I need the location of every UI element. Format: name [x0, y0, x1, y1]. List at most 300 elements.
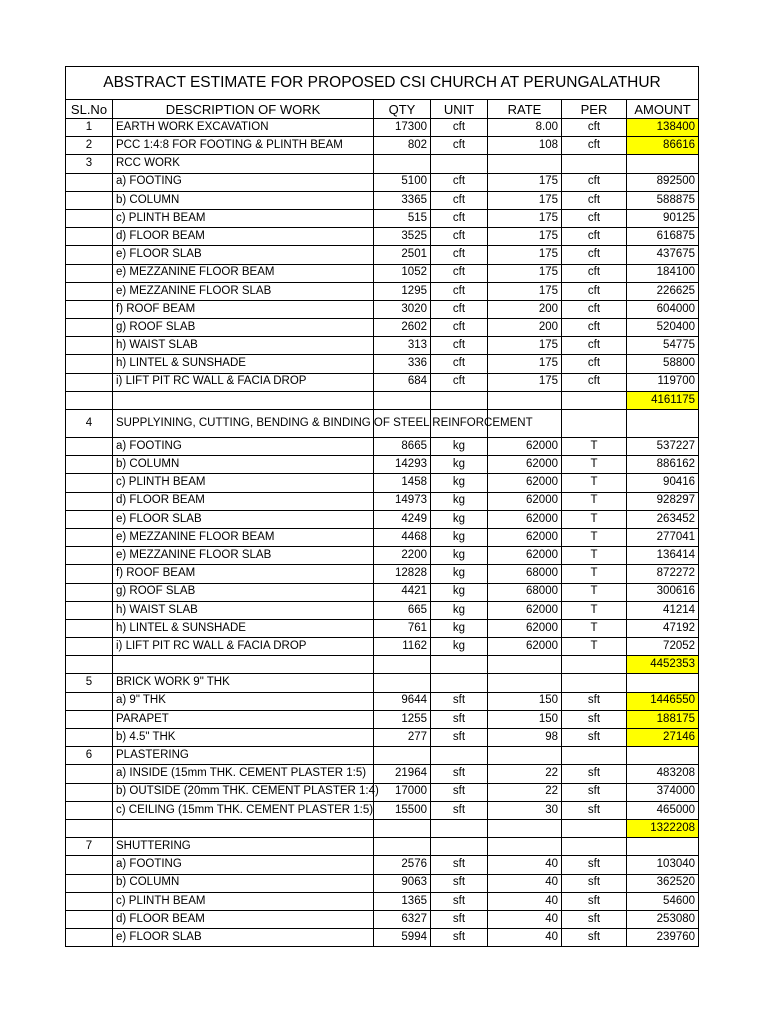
header-per: PER: [562, 100, 627, 119]
cell-qty: [374, 391, 431, 409]
cell-slno: [66, 373, 113, 391]
cell-rate: [488, 819, 562, 837]
table-row: [66, 456, 699, 474]
cell-qty: 17300: [374, 119, 431, 137]
cell-per: cft: [562, 209, 627, 227]
cell-per: cft: [562, 300, 627, 318]
cell-unit: kg: [431, 456, 488, 474]
cell-qty: 802: [374, 137, 431, 155]
cell-amount: 4161175: [627, 391, 699, 409]
cell-unit: cft: [431, 173, 488, 191]
cell-unit: [431, 656, 488, 674]
cell-per: [562, 410, 627, 438]
cell-unit: kg: [431, 528, 488, 546]
cell-unit: cft: [431, 137, 488, 155]
cell-slno: [66, 319, 113, 337]
cell-unit: kg: [431, 638, 488, 656]
cell-per: [562, 391, 627, 409]
table-row: [66, 601, 699, 619]
cell-slno: [66, 474, 113, 492]
cell-description: a) INSIDE (15mm THK. CEMENT PLASTER 1:5): [113, 765, 374, 783]
cell-rate: 175: [488, 337, 562, 355]
cell-amount: 90125: [627, 209, 699, 227]
cell-rate: 175: [488, 282, 562, 300]
cell-slno: [66, 337, 113, 355]
cell-description: e) FLOOR SLAB: [113, 246, 374, 264]
cell-slno: 1: [66, 119, 113, 137]
cell-description: [113, 819, 374, 837]
cell-per: cft: [562, 191, 627, 209]
cell-per: cft: [562, 337, 627, 355]
cell-unit: cft: [431, 264, 488, 282]
cell-slno: [66, 282, 113, 300]
cell-unit: kg: [431, 492, 488, 510]
cell-per: sft: [562, 910, 627, 928]
cell-slno: [66, 246, 113, 264]
cell-unit: [431, 838, 488, 856]
table-row: [66, 474, 699, 492]
cell-slno: [66, 438, 113, 456]
cell-per: sft: [562, 856, 627, 874]
cell-qty: 6327: [374, 910, 431, 928]
table-row: [66, 910, 699, 928]
cell-qty: [374, 819, 431, 837]
cell-description: g) ROOF SLAB: [113, 319, 374, 337]
cell-rate: 62000: [488, 438, 562, 456]
cell-unit: kg: [431, 510, 488, 528]
cell-description: BRICK WORK 9" THK: [113, 674, 374, 692]
cell-amount: 138400: [627, 119, 699, 137]
cell-rate: 30: [488, 801, 562, 819]
cell-qty: 4249: [374, 510, 431, 528]
cell-qty: 277: [374, 729, 431, 747]
cell-description: SHUTTERING: [113, 838, 374, 856]
cell-slno: 3: [66, 155, 113, 173]
cell-per: T: [562, 619, 627, 637]
cell-qty: 2501: [374, 246, 431, 264]
cell-unit: sft: [431, 910, 488, 928]
table-row: [66, 692, 699, 710]
cell-per: [562, 155, 627, 173]
cell-slno: [66, 910, 113, 928]
cell-qty: 5100: [374, 173, 431, 191]
cell-rate: [488, 674, 562, 692]
table-row: [66, 547, 699, 565]
cell-rate: [488, 391, 562, 409]
cell-description: e) MEZZANINE FLOOR SLAB: [113, 547, 374, 565]
cell-amount: 54600: [627, 892, 699, 910]
cell-per: sft: [562, 874, 627, 892]
cell-per: T: [562, 583, 627, 601]
cell-unit: [431, 674, 488, 692]
cell-per: T: [562, 565, 627, 583]
cell-amount: 263452: [627, 510, 699, 528]
cell-per: T: [562, 438, 627, 456]
table-row: [66, 656, 699, 674]
cell-per: sft: [562, 729, 627, 747]
cell-description: d) FLOOR BEAM: [113, 910, 374, 928]
cell-qty: 14293: [374, 456, 431, 474]
cell-qty: 4421: [374, 583, 431, 601]
cell-qty: 21964: [374, 765, 431, 783]
table-row: [66, 638, 699, 656]
cell-amount: 239760: [627, 929, 699, 947]
cell-slno: [66, 638, 113, 656]
cell-description: e) FLOOR SLAB: [113, 510, 374, 528]
cell-amount: 1322208: [627, 819, 699, 837]
table-row: [66, 119, 699, 137]
header-unit: UNIT: [431, 100, 488, 119]
cell-qty: [374, 747, 431, 765]
cell-amount: 374000: [627, 783, 699, 801]
cell-amount: 86616: [627, 137, 699, 155]
cell-unit: cft: [431, 246, 488, 264]
cell-qty: [374, 838, 431, 856]
cell-unit: cft: [431, 209, 488, 227]
cell-qty: 336: [374, 355, 431, 373]
cell-amount: 119700: [627, 373, 699, 391]
cell-qty: 665: [374, 601, 431, 619]
table-row: [66, 228, 699, 246]
cell-description: c) PLINTH BEAM: [113, 209, 374, 227]
cell-qty: 684: [374, 373, 431, 391]
table-row: [66, 137, 699, 155]
cell-per: T: [562, 492, 627, 510]
cell-qty: 1458: [374, 474, 431, 492]
cell-slno: 7: [66, 838, 113, 856]
cell-qty: 2576: [374, 856, 431, 874]
cell-qty: 15500: [374, 801, 431, 819]
cell-slno: [66, 765, 113, 783]
cell-rate: 200: [488, 319, 562, 337]
cell-per: [562, 819, 627, 837]
cell-rate: [488, 155, 562, 173]
cell-unit: sft: [431, 783, 488, 801]
cell-per: T: [562, 638, 627, 656]
table-row: [66, 819, 699, 837]
cell-description: h) LINTEL & SUNSHADE: [113, 355, 374, 373]
cell-description: b) OUTSIDE (20mm THK. CEMENT PLASTER 1:4): [113, 783, 374, 801]
cell-rate: 150: [488, 710, 562, 728]
cell-qty: 1255: [374, 710, 431, 728]
cell-unit: cft: [431, 300, 488, 318]
table-row: [66, 929, 699, 947]
cell-rate: 62000: [488, 638, 562, 656]
cell-unit: kg: [431, 438, 488, 456]
cell-rate: 175: [488, 264, 562, 282]
table-row: [66, 583, 699, 601]
cell-unit: sft: [431, 892, 488, 910]
cell-unit: kg: [431, 583, 488, 601]
cell-qty: 515: [374, 209, 431, 227]
table-row: [66, 528, 699, 546]
cell-rate: [488, 838, 562, 856]
cell-unit: sft: [431, 929, 488, 947]
cell-amount: 72052: [627, 638, 699, 656]
cell-description: h) WAIST SLAB: [113, 601, 374, 619]
cell-unit: cft: [431, 373, 488, 391]
cell-amount: 928297: [627, 492, 699, 510]
table-row: [66, 856, 699, 874]
cell-amount: 27146: [627, 729, 699, 747]
cell-description: b) COLUMN: [113, 456, 374, 474]
cell-qty: 1295: [374, 282, 431, 300]
cell-per: cft: [562, 173, 627, 191]
cell-slno: [66, 783, 113, 801]
cell-description: e) FLOOR SLAB: [113, 929, 374, 947]
cell-slno: 2: [66, 137, 113, 155]
cell-slno: [66, 492, 113, 510]
cell-rate: 40: [488, 874, 562, 892]
cell-slno: [66, 801, 113, 819]
cell-rate: 175: [488, 209, 562, 227]
cell-slno: [66, 729, 113, 747]
cell-per: sft: [562, 692, 627, 710]
table-row: [66, 801, 699, 819]
cell-slno: [66, 692, 113, 710]
cell-qty: 9644: [374, 692, 431, 710]
table-row: [66, 209, 699, 227]
cell-unit: sft: [431, 801, 488, 819]
cell-rate: 40: [488, 892, 562, 910]
cell-unit: cft: [431, 337, 488, 355]
estimate-table: [65, 66, 699, 947]
cell-rate: 22: [488, 765, 562, 783]
cell-per: cft: [562, 373, 627, 391]
cell-amount: [627, 674, 699, 692]
page-title: ABSTRACT ESTIMATE FOR PROPOSED CSI CHURCH AT PERUNGALATHUR: [66, 67, 699, 100]
cell-unit: [431, 391, 488, 409]
table-row: [66, 565, 699, 583]
cell-unit: cft: [431, 119, 488, 137]
cell-per: [562, 674, 627, 692]
cell-unit: cft: [431, 191, 488, 209]
cell-qty: 12828: [374, 565, 431, 583]
cell-slno: [66, 173, 113, 191]
cell-rate: 62000: [488, 456, 562, 474]
cell-rate: 40: [488, 910, 562, 928]
table-row: [66, 874, 699, 892]
cell-slno: [66, 856, 113, 874]
cell-per: T: [562, 456, 627, 474]
table-row: [66, 337, 699, 355]
cell-description: [113, 656, 374, 674]
cell-slno: [66, 528, 113, 546]
cell-description: e) MEZZANINE FLOOR BEAM: [113, 264, 374, 282]
header-qty: QTY: [374, 100, 431, 119]
cell-unit: cft: [431, 319, 488, 337]
cell-slno: [66, 710, 113, 728]
table-row: [66, 765, 699, 783]
cell-qty: 313: [374, 337, 431, 355]
cell-rate: 175: [488, 191, 562, 209]
cell-description: RCC WORK: [113, 155, 374, 173]
cell-qty: 14973: [374, 492, 431, 510]
cell-amount: [627, 838, 699, 856]
cell-rate: 175: [488, 246, 562, 264]
cell-qty: 3525: [374, 228, 431, 246]
table-row: [66, 246, 699, 264]
cell-per: sft: [562, 929, 627, 947]
cell-amount: 465000: [627, 801, 699, 819]
cell-slno: [66, 355, 113, 373]
cell-unit: [431, 747, 488, 765]
cell-amount: 184100: [627, 264, 699, 282]
cell-slno: [66, 264, 113, 282]
cell-amount: 226625: [627, 282, 699, 300]
header-amount: AMOUNT: [627, 100, 699, 119]
cell-description: h) WAIST SLAB: [113, 337, 374, 355]
cell-amount: 4452353: [627, 656, 699, 674]
cell-unit: [431, 819, 488, 837]
table-row: [66, 510, 699, 528]
cell-unit: [431, 155, 488, 173]
table-row: [66, 438, 699, 456]
cell-per: cft: [562, 264, 627, 282]
cell-per: cft: [562, 282, 627, 300]
cell-description: a) FOOTING: [113, 856, 374, 874]
cell-description: c) PLINTH BEAM: [113, 892, 374, 910]
cell-amount: [627, 155, 699, 173]
cell-slno: [66, 510, 113, 528]
table-row: [66, 191, 699, 209]
table-row: [66, 410, 699, 438]
header-rate: RATE: [488, 100, 562, 119]
cell-description: EARTH WORK EXCAVATION: [113, 119, 374, 137]
cell-amount: 437675: [627, 246, 699, 264]
cell-slno: [66, 819, 113, 837]
cell-rate: 22: [488, 783, 562, 801]
cell-rate: 40: [488, 929, 562, 947]
cell-amount: 277041: [627, 528, 699, 546]
cell-unit: sft: [431, 692, 488, 710]
cell-qty: 9063: [374, 874, 431, 892]
table-row: [66, 838, 699, 856]
cell-per: sft: [562, 765, 627, 783]
table-row: [66, 892, 699, 910]
cell-unit: sft: [431, 856, 488, 874]
cell-amount: 41214: [627, 601, 699, 619]
cell-rate: 98: [488, 729, 562, 747]
cell-qty: 1052: [374, 264, 431, 282]
table-row: [66, 282, 699, 300]
cell-amount: 58800: [627, 355, 699, 373]
cell-amount: 616875: [627, 228, 699, 246]
cell-qty: 5994: [374, 929, 431, 947]
cell-slno: [66, 565, 113, 583]
table-row: [66, 173, 699, 191]
cell-unit: sft: [431, 710, 488, 728]
header-description: DESCRIPTION OF WORK: [113, 100, 374, 119]
cell-rate: 8.00: [488, 119, 562, 137]
cell-description: f) ROOF BEAM: [113, 565, 374, 583]
cell-amount: 537227: [627, 438, 699, 456]
cell-rate: 150: [488, 692, 562, 710]
cell-rate: 200: [488, 300, 562, 318]
cell-per: [562, 656, 627, 674]
cell-per: T: [562, 474, 627, 492]
cell-amount: 872272: [627, 565, 699, 583]
cell-per: sft: [562, 801, 627, 819]
cell-per: cft: [562, 228, 627, 246]
cell-per: cft: [562, 355, 627, 373]
cell-slno: 6: [66, 747, 113, 765]
cell-unit: kg: [431, 565, 488, 583]
table-row: [66, 391, 699, 409]
cell-rate: 62000: [488, 492, 562, 510]
cell-rate: 62000: [488, 528, 562, 546]
cell-per: T: [562, 601, 627, 619]
cell-qty: [374, 155, 431, 173]
cell-slno: 5: [66, 674, 113, 692]
cell-rate: 108: [488, 137, 562, 155]
cell-slno: [66, 300, 113, 318]
cell-rate: 62000: [488, 547, 562, 565]
cell-description: b) COLUMN: [113, 191, 374, 209]
cell-amount: 47192: [627, 619, 699, 637]
cell-slno: 4: [66, 410, 113, 438]
cell-per: sft: [562, 710, 627, 728]
cell-amount: 103040: [627, 856, 699, 874]
table-row: [66, 729, 699, 747]
cell-per: sft: [562, 783, 627, 801]
cell-description: c) PLINTH BEAM: [113, 474, 374, 492]
cell-rate: 175: [488, 173, 562, 191]
cell-amount: 892500: [627, 173, 699, 191]
cell-description: PLASTERING: [113, 747, 374, 765]
cell-per: T: [562, 547, 627, 565]
cell-amount: 1446550: [627, 692, 699, 710]
cell-qty: 3365: [374, 191, 431, 209]
cell-description: SUPPLYINING, CUTTING, BENDING & BINDING OF STEEL REINFORCEMENT: [113, 410, 374, 438]
cell-unit: cft: [431, 228, 488, 246]
cell-qty: 761: [374, 619, 431, 637]
cell-description: e) MEZZANINE FLOOR BEAM: [113, 528, 374, 546]
cell-rate: 62000: [488, 510, 562, 528]
title-row: [66, 67, 699, 100]
cell-amount: [627, 747, 699, 765]
cell-description: b) COLUMN: [113, 874, 374, 892]
cell-amount: 886162: [627, 456, 699, 474]
cell-unit: kg: [431, 474, 488, 492]
cell-amount: 300616: [627, 583, 699, 601]
cell-description: PARAPET: [113, 710, 374, 728]
cell-slno: [66, 601, 113, 619]
cell-rate: [488, 747, 562, 765]
cell-qty: 4468: [374, 528, 431, 546]
cell-slno: [66, 456, 113, 474]
cell-amount: 588875: [627, 191, 699, 209]
cell-description: d) FLOOR BEAM: [113, 228, 374, 246]
cell-description: d) FLOOR BEAM: [113, 492, 374, 510]
cell-per: cft: [562, 119, 627, 137]
cell-unit: sft: [431, 874, 488, 892]
cell-rate: 68000: [488, 583, 562, 601]
cell-description: i) LIFT PIT RC WALL & FACIA DROP: [113, 373, 374, 391]
cell-amount: 483208: [627, 765, 699, 783]
cell-unit: cft: [431, 282, 488, 300]
cell-qty: [374, 674, 431, 692]
cell-description: PCC 1:4:8 FOR FOOTING & PLINTH BEAM: [113, 137, 374, 155]
cell-per: [562, 747, 627, 765]
cell-qty: 2200: [374, 547, 431, 565]
cell-slno: [66, 656, 113, 674]
table-row: [66, 300, 699, 318]
table-row: [66, 264, 699, 282]
cell-slno: [66, 929, 113, 947]
cell-qty: 17000: [374, 783, 431, 801]
cell-per: T: [562, 528, 627, 546]
